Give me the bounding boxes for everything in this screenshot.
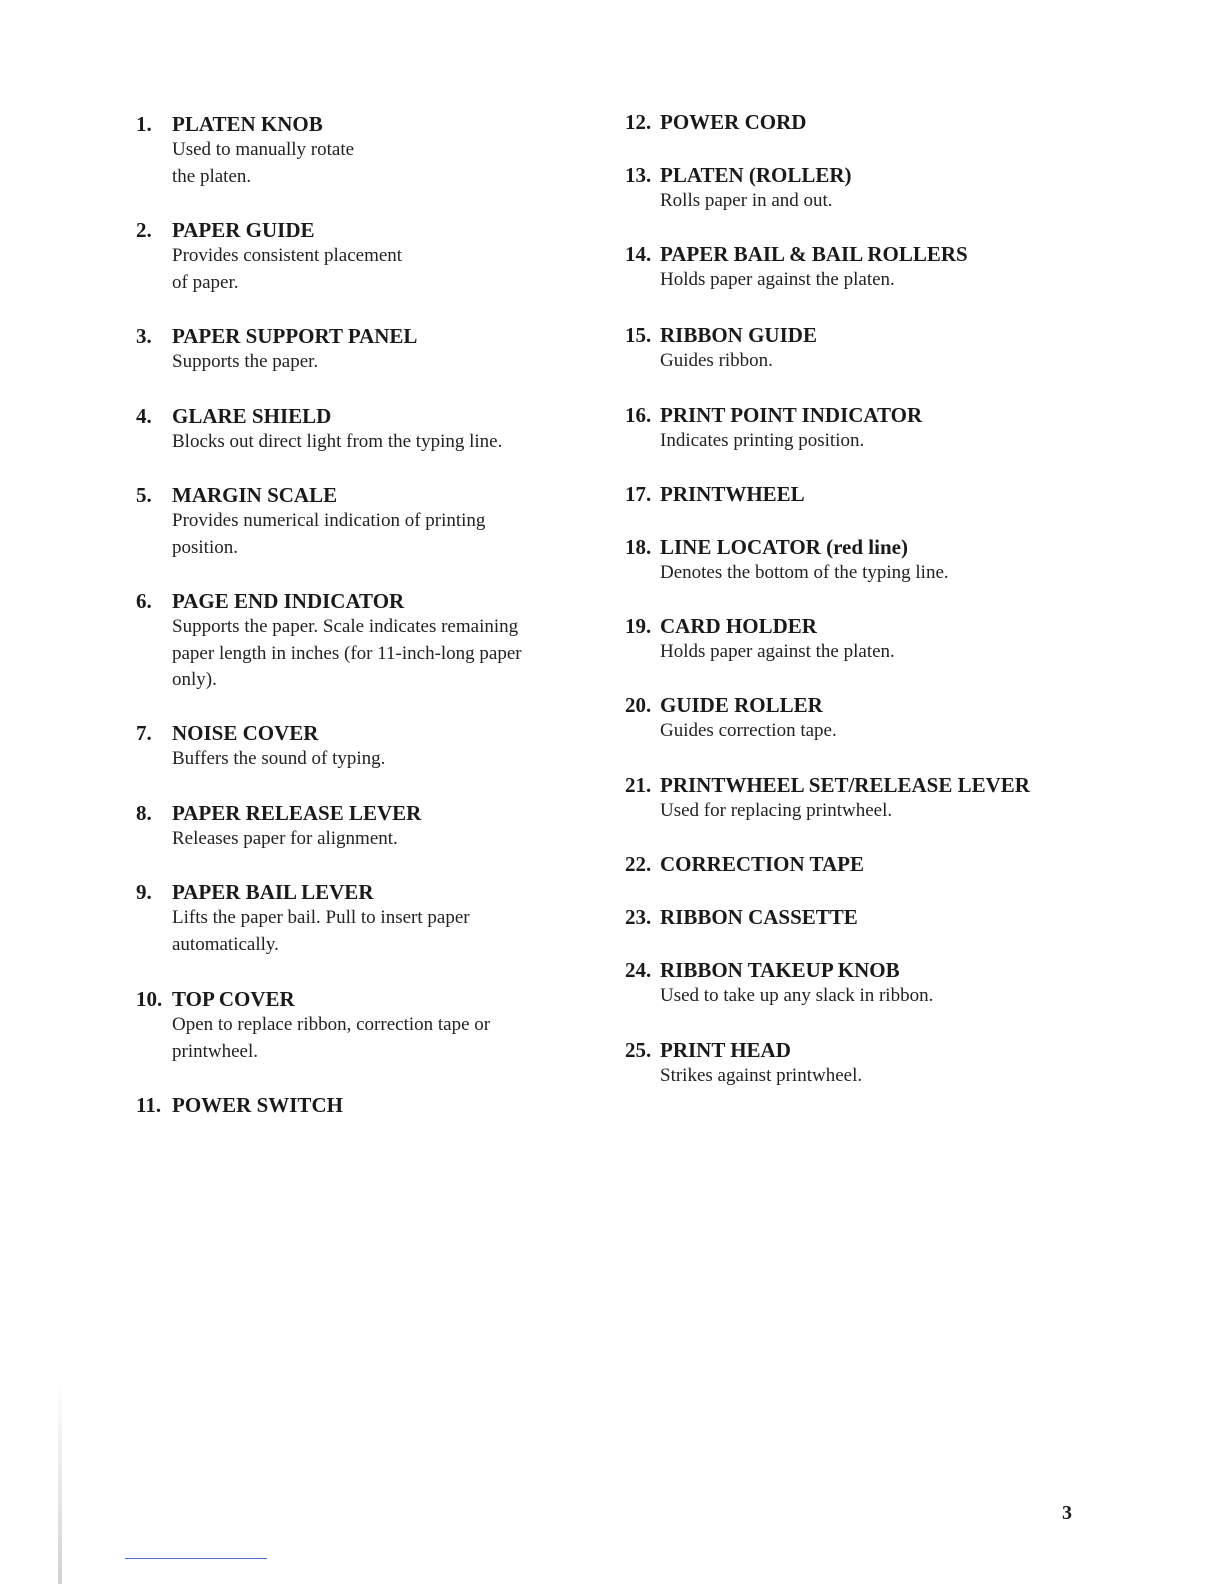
part-entry (612, 957, 1212, 1010)
part-number: 3. (136, 324, 152, 348)
part-description (172, 1012, 582, 1065)
description-line: Rolls paper in and out. (660, 190, 833, 211)
part-heading (0, 1092, 600, 1118)
description-line: Lifts the paper bail. Pull to insert paper (172, 907, 470, 928)
part-number: 21. (625, 773, 652, 797)
part-entry (612, 241, 1212, 294)
part-heading (0, 482, 600, 508)
part-entry (612, 322, 1212, 375)
part-description (172, 746, 582, 773)
part-number: 12. (625, 110, 652, 134)
part-title: PAPER BAIL & BAIL ROLLERS (660, 242, 968, 266)
part-description (660, 560, 1070, 587)
part-entry (0, 800, 600, 853)
part-number: 14. (625, 242, 652, 266)
part-description (172, 243, 582, 296)
part-entry (0, 403, 600, 456)
part-heading (612, 162, 1212, 188)
part-number: 20. (625, 693, 652, 717)
part-title: PRINTWHEEL (660, 482, 805, 506)
part-number: 18. (625, 535, 652, 559)
part-entry (612, 402, 1212, 455)
part-description (660, 983, 1070, 1010)
part-heading (612, 402, 1212, 428)
part-entry (612, 534, 1212, 587)
part-number: 6. (136, 589, 152, 613)
description-line: Holds paper against the platen. (660, 641, 895, 662)
part-description (172, 826, 582, 853)
part-description (172, 508, 582, 561)
description-line: Blocks out direct light from the typing line. (172, 431, 503, 452)
part-title: RIBBON CASSETTE (660, 905, 858, 929)
part-number: 10. (136, 987, 163, 1011)
part-heading (612, 851, 1212, 877)
description-line: position. (172, 536, 238, 558)
part-heading (612, 904, 1212, 930)
part-title: PAPER SUPPORT PANEL (172, 324, 418, 348)
part-title: MARGIN SCALE (172, 483, 338, 507)
part-title: PAPER BAIL LEVER (172, 880, 374, 904)
part-entry (0, 323, 600, 376)
part-number: 2. (136, 218, 152, 242)
part-number: 13. (625, 163, 652, 187)
description-line: only). (172, 669, 217, 690)
scan-margin-shadow (58, 1380, 62, 1584)
part-entry (0, 879, 600, 958)
part-description (172, 905, 582, 958)
part-entry (612, 481, 1212, 507)
part-title: PRINTWHEEL SET/RELEASE LEVER (660, 773, 1030, 797)
part-heading (0, 720, 600, 746)
part-description (660, 428, 1070, 455)
part-title: PAGE END INDICATOR (172, 589, 405, 613)
description-line: Used to manually rotate (172, 139, 355, 160)
part-description (660, 1063, 1070, 1090)
part-number: 5. (136, 483, 152, 507)
part-entry (612, 851, 1212, 877)
part-number: 11. (136, 1093, 162, 1117)
part-heading (0, 879, 600, 905)
part-entry (612, 904, 1212, 930)
part-title: PLATEN (ROLLER) (660, 163, 852, 187)
part-number: 16. (625, 403, 652, 427)
part-description (172, 614, 582, 694)
part-heading (612, 322, 1212, 348)
part-heading (612, 481, 1212, 507)
part-title: RIBBON GUIDE (660, 323, 817, 347)
description-line: the platen. (172, 165, 252, 187)
part-title: PAPER GUIDE (172, 218, 315, 242)
part-heading (0, 111, 600, 137)
part-heading (612, 1037, 1212, 1063)
part-number: 1. (136, 112, 152, 136)
description-line: Releases paper for alignment. (172, 828, 398, 849)
part-heading (0, 986, 600, 1012)
part-title: RIBBON TAKEUP KNOB (660, 958, 900, 982)
part-number: 4. (136, 404, 152, 428)
part-heading (612, 241, 1212, 267)
part-heading (612, 613, 1212, 639)
part-heading (0, 588, 600, 614)
part-number: 17. (625, 482, 652, 506)
part-number: 25. (625, 1038, 652, 1062)
part-title: PLATEN KNOB (172, 112, 323, 136)
bottom-rule (125, 1558, 267, 1559)
part-entry (612, 109, 1212, 135)
part-title: GUIDE ROLLER (660, 693, 823, 717)
part-number: 9. (136, 880, 152, 904)
description-line: Holds paper against the platen. (660, 269, 895, 290)
part-description (172, 429, 582, 456)
part-title: POWER CORD (660, 110, 807, 134)
part-title: PRINT HEAD (660, 1038, 791, 1062)
part-entry (0, 720, 600, 773)
part-entry (612, 692, 1212, 745)
part-number: 8. (136, 801, 152, 825)
part-title: GLARE SHIELD (172, 404, 332, 428)
part-entry (0, 217, 600, 296)
part-title: PAPER RELEASE LEVER (172, 801, 422, 825)
part-title: NOISE COVER (172, 721, 319, 745)
part-heading (612, 692, 1212, 718)
description-line: Supports the paper. (172, 351, 319, 372)
description-line: automatically. (172, 933, 279, 955)
part-entry (0, 986, 600, 1065)
part-heading (0, 323, 600, 349)
description-line: Guides ribbon. (660, 350, 773, 371)
part-heading (0, 217, 600, 243)
description-line: Strikes against printwheel. (660, 1065, 863, 1086)
description-line: Used to take up any slack in ribbon. (660, 985, 934, 1006)
part-number: 24. (625, 958, 652, 982)
part-description (660, 718, 1070, 745)
part-heading (0, 403, 600, 429)
part-entry (612, 1037, 1212, 1090)
part-heading (612, 772, 1212, 798)
part-heading (0, 800, 600, 826)
part-entry (0, 1092, 600, 1118)
part-heading (612, 534, 1212, 560)
description-line: printwheel. (172, 1040, 259, 1062)
description-line: Provides consistent placement (172, 245, 403, 266)
description-line: Supports the paper. Scale indicates remaining (172, 616, 519, 637)
part-title: TOP COVER (172, 987, 295, 1011)
part-entry (0, 482, 600, 561)
part-number: 22. (625, 852, 652, 876)
part-number: 19. (625, 614, 652, 638)
part-description (660, 639, 1070, 666)
description-line: of paper. (172, 271, 239, 293)
description-line: Open to replace ribbon, correction tape or (172, 1014, 491, 1035)
part-title: LINE LOCATOR (red line) (660, 535, 908, 559)
part-entry (612, 613, 1212, 666)
description-line: Guides correction tape. (660, 720, 837, 741)
part-number: 15. (625, 323, 652, 347)
part-title: PRINT POINT INDICATOR (660, 403, 923, 427)
part-description (172, 349, 582, 376)
part-description (660, 188, 1070, 215)
part-entry (0, 588, 600, 694)
part-number: 7. (136, 721, 152, 745)
description-line: Buffers the sound of typing. (172, 748, 386, 769)
part-title: POWER SWITCH (172, 1093, 343, 1117)
part-description (660, 267, 1070, 294)
description-line: Used for replacing printwheel. (660, 800, 893, 821)
part-heading (612, 957, 1212, 983)
description-line: Provides numerical indication of printing (172, 510, 486, 531)
part-entry (0, 111, 600, 190)
part-heading (612, 109, 1212, 135)
part-title: CARD HOLDER (660, 614, 817, 638)
description-line: paper length in inches (for 11-inch-long paper (172, 642, 522, 664)
part-entry (612, 772, 1212, 825)
part-number: 23. (625, 905, 652, 929)
page-number: 3 (1062, 1502, 1072, 1524)
description-line: Indicates printing position. (660, 430, 865, 451)
part-entry (612, 162, 1212, 215)
part-description (172, 137, 582, 190)
part-description (660, 348, 1070, 375)
part-description (660, 798, 1070, 825)
description-line: Denotes the bottom of the typing line. (660, 562, 949, 583)
part-title: CORRECTION TAPE (660, 852, 865, 876)
